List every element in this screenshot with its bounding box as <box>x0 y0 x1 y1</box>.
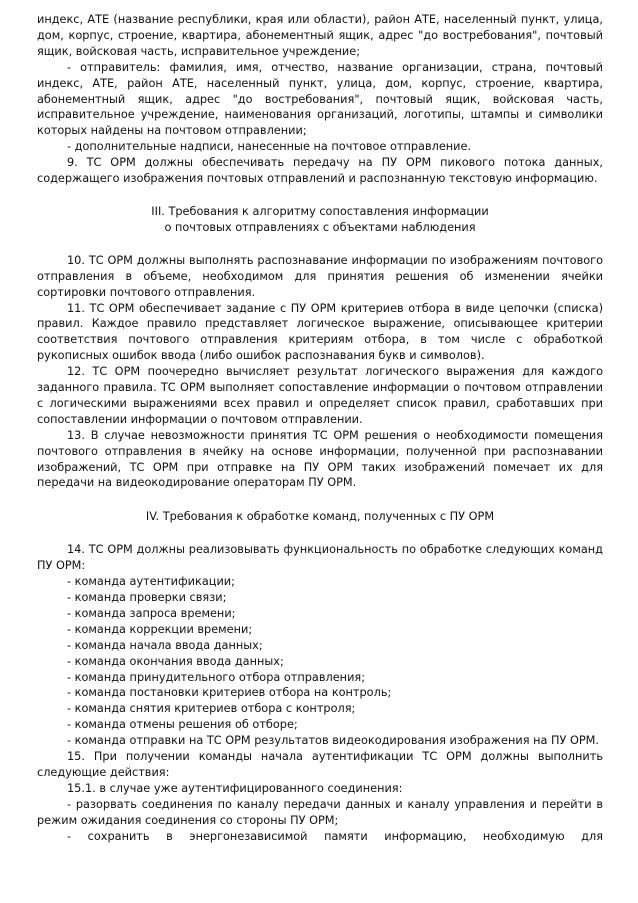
command-list <box>37 574 603 749</box>
list-item: - команда окончания ввода данных; <box>67 654 284 668</box>
paragraph-additional-inscriptions: - дополнительные надписи, нанесенные на почтовое отправление. <box>67 140 472 154</box>
list-item: - команда запроса времени; <box>67 606 236 620</box>
list-item: - команда аутентификации; <box>67 575 235 589</box>
paragraph-recipient-continued: индекс, АТЕ (название республики, края или области), район АТЕ, населенный пункт, улица, дом, корпус, строение, квартира, абонементный ящик, адрес "до востребования", почтовый ящик, войсковая часть, исправительное учреждение; <box>37 13 603 58</box>
list-item: - команда проверки связи; <box>67 591 227 604</box>
paragraph-sender: - отправитель: фамилия, имя, отчество, название организации, страна, почтовый индекс, АТЕ, район АТЕ, населенный пункт, улица, дом, корпус, строение, квартира, абонементный ящик, адрес "до востребования", почтовый ящик, войсковая часть, исправительное учреждение, наименования организаций, логотипы, штампы и символики которых найдены на почтовом отправлении; <box>37 60 603 138</box>
paragraph-12: 12. ТС ОРМ поочередно вычисляет результат логического выражения для каждого заданного правила. ТС ОРМ выполняет сопоставление информации о почтовом отправлении с логическими выражениями всех правил и определяет список правил, сработавших при сопоставлении информации о почтовом отправлении. <box>37 365 603 426</box>
paragraph-15-1-b: - сохранить в энергонезависимой памяти информацию, необходимую для <box>67 829 603 843</box>
list-item: - команда принудительного отбора отправления; <box>67 670 366 684</box>
list-item: - команда снятия критериев отбора с контроля; <box>67 702 356 716</box>
paragraph-11: 11. ТС ОРМ обеспечивает задание с ПУ ОРМ критериев отбора в виде цепочки (списка) правил. Каждое правило представляет логическое выражение, описывающее критерии соответствия почтового отправления критериям отбора, в том числе с обработкой рукописных ошибок ввода (либо ошибок распознавания букв и символов). <box>37 301 603 363</box>
list-item: - команда отправки на ТС ОРМ результатов видеокодирования изображения на ПУ ОРМ. <box>67 734 600 748</box>
paragraph-15-1: 15.1. в случае уже аутентифицированного соединения: <box>67 781 403 795</box>
paragraph-10: 10. ТС ОРМ должны выполнять распознавание информации по изображениям почтового отправления в объеме, необходимом для принятия решения об изменении ячейки сортировки почтового отправления. <box>37 253 603 299</box>
list-item: - команда отмены решения об отборе; <box>67 718 298 732</box>
section-4-title: IV. Требования к обработке команд, полученных с ПУ ОРМ <box>145 510 495 524</box>
paragraph-9: 9. ТС ОРМ должны обеспечивать передачу на ПУ ОРМ пикового потока данных, содержащего изображения почтовых отправлений и распознанную текстовую информацию. <box>37 156 603 186</box>
paragraph-15: 15. При получении команды начала аутентификации ТС ОРМ должны выполнить следующие действия: <box>37 750 603 779</box>
list-item: - команда постановки критериев отбора на контроль; <box>67 686 392 700</box>
paragraph-15-1-a: - разорвать соединения по каналу передачи данных и каналу управления и перейти в режим ожидания соединения со стороны ПУ ОРМ; <box>37 797 603 827</box>
section-3-title-line-2: о почтовых отправлениях с объектами наблюдения <box>164 220 476 234</box>
section-3-title-line-1: III. Требования к алгоритму сопоставления информации <box>151 204 489 218</box>
paragraph-14: 14. ТС ОРМ должны реализовывать функциональность по обработке следующих команд ПУ ОРМ: <box>37 543 603 573</box>
list-item: - команда коррекции времени; <box>67 622 253 636</box>
paragraph-13: 13. В случае невозможности принятия ТС ОРМ решения о необходимости помещения почтового отправления в ячейку на основе информации, полученной при распознавании изображений, ТС ОРМ при отправке на ПУ ОРМ таких изображений помечает их для передачи на видеокодирование операторам ПУ ОРМ. <box>37 428 603 490</box>
list-item: - команда начала ввода данных; <box>67 638 263 652</box>
